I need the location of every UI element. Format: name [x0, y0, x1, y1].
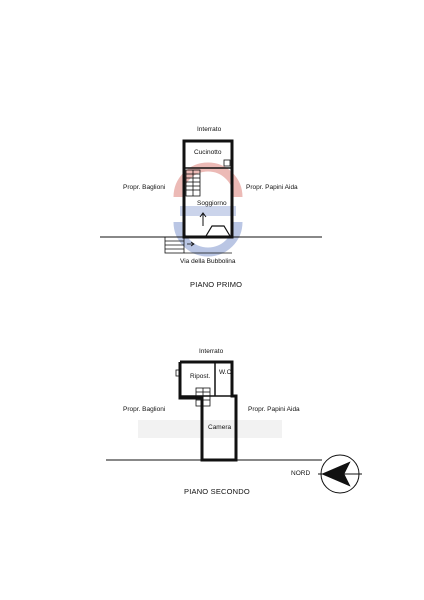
plan-secondo-left-label: Propr. Baglioni — [123, 406, 166, 413]
plan-primo-right-label: Propr. Papini Aida — [246, 184, 298, 191]
plan-secondo-top-label: Interrato — [199, 348, 224, 355]
plan-primo-left-label: Propr. Baglioni — [123, 184, 166, 191]
plan-primo — [100, 141, 322, 253]
room-wc: W.C. — [219, 369, 234, 376]
staircase — [186, 170, 200, 196]
compass-label: NORD — [291, 470, 311, 477]
north-compass — [318, 455, 362, 493]
plan-primo-top-label: Interrato — [197, 126, 222, 133]
room-soggiorno: Soggiorno — [197, 200, 227, 207]
watermark-logo — [178, 167, 238, 252]
plan-secondo-right-label: Propr. Papini Aida — [248, 406, 300, 413]
room-camera: Camera — [208, 424, 232, 431]
room-cucinotto: Cucinotto — [194, 149, 222, 156]
room-ripostiglio: Ripost. — [190, 373, 211, 380]
street-label: Via della Bubbolina — [180, 258, 236, 265]
plan-primo-title: PIANO PRIMO — [190, 280, 243, 289]
plan-secondo-title: PIANO SECONDO — [184, 487, 250, 496]
